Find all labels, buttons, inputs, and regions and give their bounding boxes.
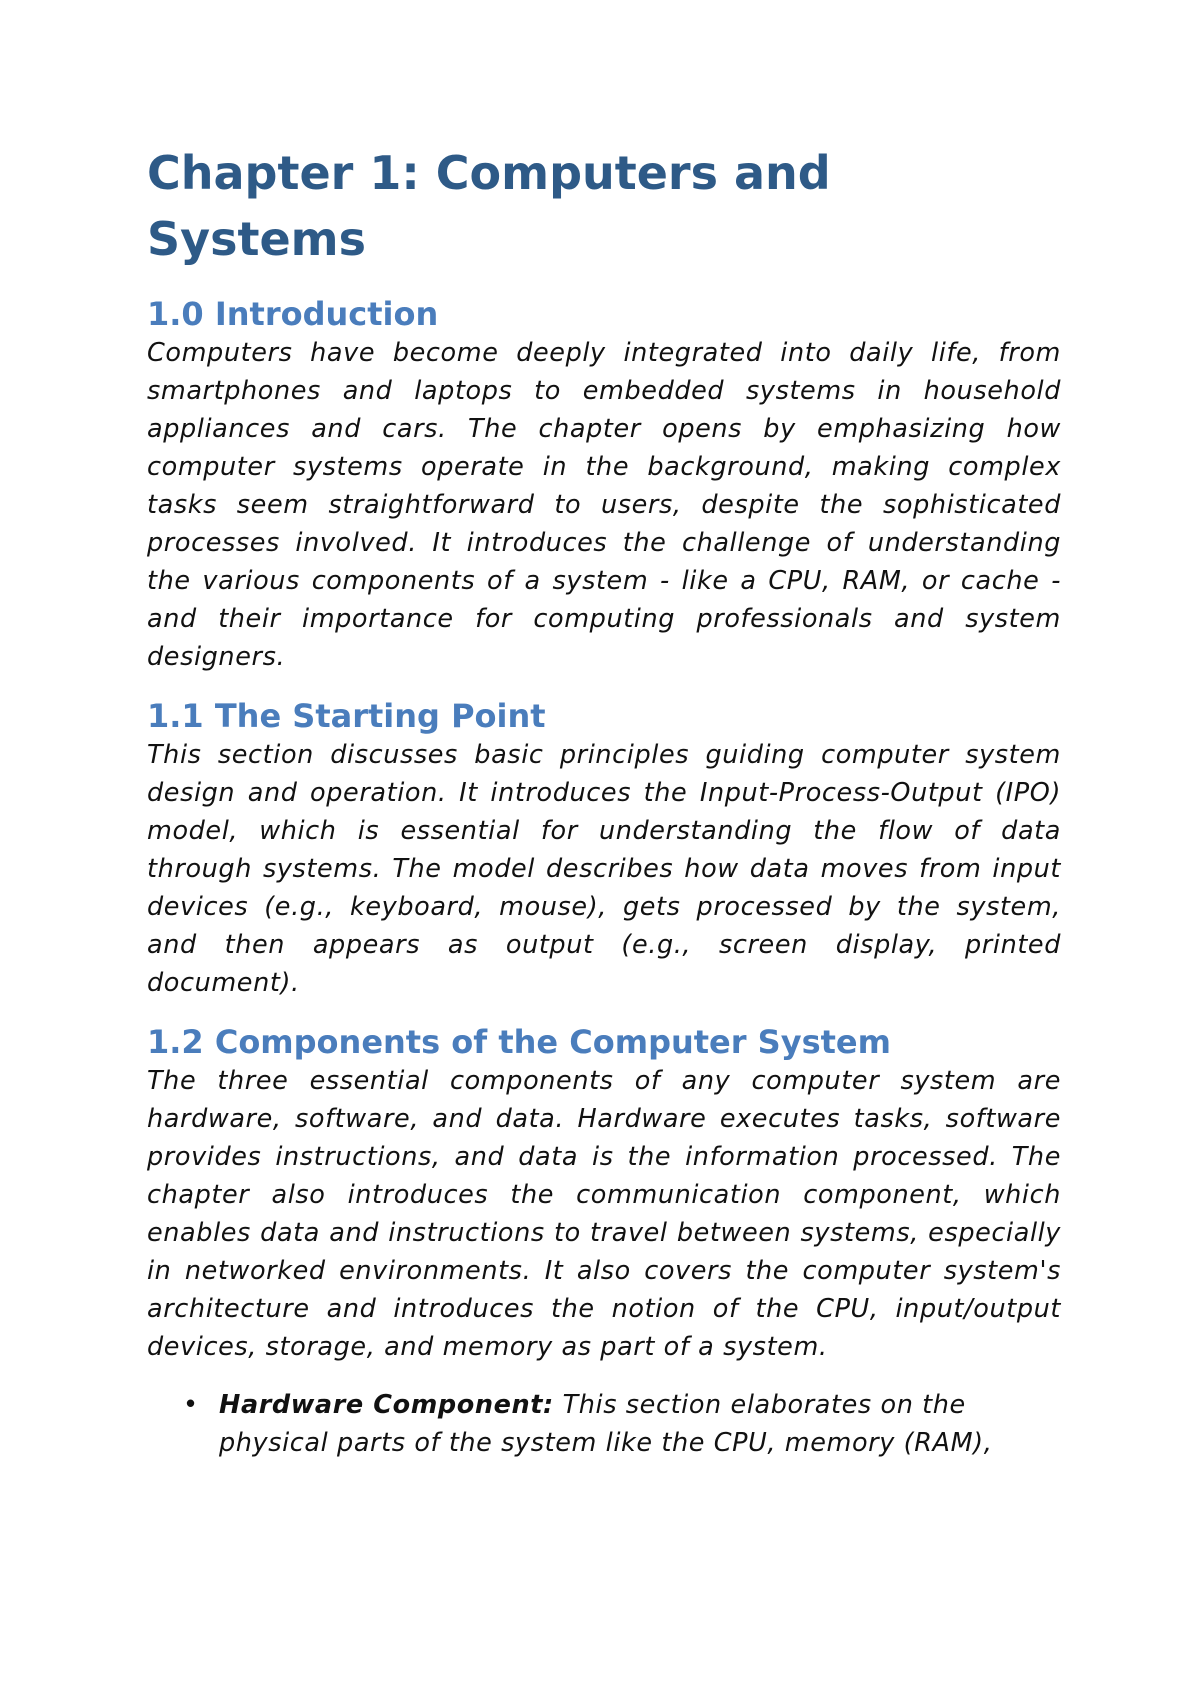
bullet-text: This section elaborates on the physical parts of the system like the CPU, memory (RAM),	[219, 1390, 993, 1458]
section-body-starting-point: This section discusses basic principles guiding computer system design and operation. It introduces the Input-Process-Output (IPO) model, which is essential for understanding the flow of data through systems. The model describes how data moves from input devices (e.g., keyboard, mouse), gets processed by the system, and then appears as output (e.g., screen display, printed document).	[147, 740, 1061, 998]
section-heading-introduction: 1.0 Introduction	[147, 295, 439, 333]
bullet-label: Hardware Component:	[219, 1390, 554, 1420]
section-body-introduction: Computers have become deeply integrated into daily life, from smartphones and laptops to embedded systems in household appliances and cars. The chapter opens by emphasizing how computer systems operate in the background, making complex tasks seem straightforward to users, despite the sophisticated processes involved. It introduces the challenge of understanding the various components of a system - like a CPU, RAM, or cache - and their importance for computing professionals and system designers.	[147, 338, 1061, 672]
section-heading-starting-point: 1.1 The Starting Point	[147, 697, 546, 735]
document-page	[147, 140, 1061, 1462]
bullet-list	[147, 1386, 1061, 1462]
section-heading-components: 1.2 Components of the Computer System	[147, 1023, 891, 1061]
list-item	[183, 1386, 1061, 1462]
section-body-components: The three essential components of any computer system are hardware, software, and data. Hardware executes tasks, software provides instructions, and data is the information processed. The chapter also introduces the communication component, which enables data and instructions to travel between systems, especially in networked environments. It also covers the computer system's architecture and introduces the notion of the CPU, input/output devices, storage, and memory as part of a system.	[147, 1066, 1061, 1362]
bullet-icon: •	[183, 1390, 199, 1420]
chapter-title: Chapter 1: Computers and Systems	[147, 146, 831, 266]
